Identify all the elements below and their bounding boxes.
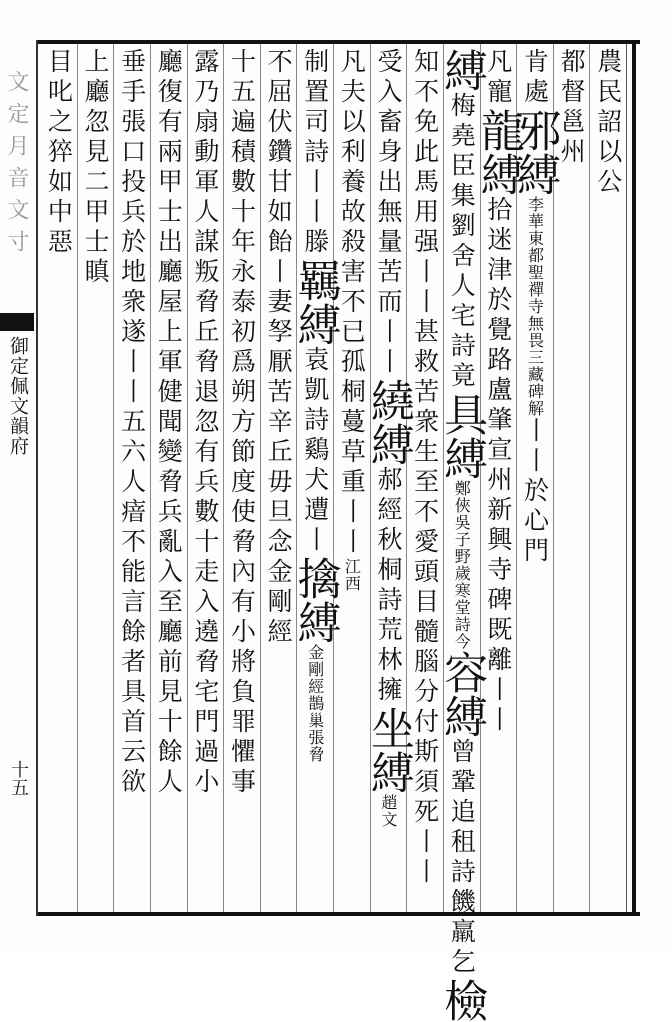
frame-bottom-border — [36, 912, 640, 916]
frame-top-border — [36, 40, 640, 44]
text-segment: 曾鞏追租詩饑羸乞 — [447, 738, 477, 978]
text-segment: 目叱之猝如中惡 — [44, 48, 74, 258]
text-segment: 凡夫以利養故殺害不已 — [337, 48, 367, 348]
headword: 邪縛 — [509, 108, 561, 196]
text-column — [151, 48, 185, 908]
text-segment: 李華東都聖禪寺無畏三藏碑解 — [525, 196, 545, 417]
text-column — [289, 48, 341, 908]
text-segment: 江西 — [342, 558, 362, 592]
text-segment: 鄭俠吳子野歲寒堂詩今 — [452, 480, 472, 650]
text-segment: 袁凱詩鷄犬遭丨 — [300, 346, 330, 556]
text-column — [436, 48, 488, 1022]
text-column — [224, 48, 258, 908]
fish-tail-mark — [0, 313, 34, 331]
text-segment: 梅堯臣集劉舍人宅詩竟 — [447, 92, 477, 392]
headword: 羈縛 — [289, 258, 341, 346]
frame-right-border — [632, 40, 636, 916]
text-segment: 十五遍積數十年永泰初爲朔方節度使脅內有小將負罪懼事 — [227, 48, 257, 798]
text-segment: 丘毋旦念金剛經 — [264, 438, 294, 648]
text-segment: 農民詔以公 — [593, 48, 623, 198]
text-segment: 上廳忽見二甲士瞋 — [80, 48, 110, 288]
text-columns — [40, 48, 626, 1022]
text-segment: 垂手張口投兵於地衆遂丨丨五六人瘖不能言餘者具首云欲 — [117, 48, 147, 798]
text-segment: 丨丨於心門 — [520, 417, 550, 567]
headword: 檢 — [436, 978, 488, 1022]
text-column — [188, 48, 222, 908]
text-segment: 受入畜身出無量苦而丨丨 — [373, 48, 403, 378]
text-column — [41, 48, 75, 908]
text-segment: 趙文 — [378, 794, 398, 828]
text-segment: 金剛經鵲巢張脅 — [305, 644, 325, 763]
headword: 具縛 — [436, 392, 488, 480]
text-segment: 丨妻孥厭苦辛 — [264, 258, 294, 438]
text-column — [362, 48, 414, 908]
text-column — [78, 48, 112, 908]
frame-left-border — [36, 40, 38, 916]
headword: 擒縛 — [289, 556, 341, 644]
text-segment: 不屈伏鑽甘如飴 — [264, 48, 294, 258]
text-segment: 廳復有兩甲士出廳屋上軍健聞變脅兵亂入至廳前見十餘人 — [154, 48, 184, 798]
text-segment: 拾迷津於覺路盧肇宣州新興寺碑既離丨丨 — [483, 196, 513, 736]
text-segment: 分付斯須死丨丨 — [410, 678, 440, 888]
page-number: 十五 — [8, 760, 29, 796]
headword: 繞縛 — [362, 378, 414, 466]
margin-top-text: 文定月音文寸 — [4, 70, 29, 262]
text-segment: 凡寵 — [483, 48, 513, 108]
page-margin-strip — [0, 30, 34, 920]
headword: 縛 — [436, 48, 488, 92]
text-column — [334, 48, 368, 908]
headword: 容縛 — [436, 650, 488, 738]
text-segment: 制置司詩丨丨滕 — [300, 48, 330, 258]
text-column — [115, 48, 149, 908]
text-segment: 孤桐蔓草重丨丨 — [337, 348, 367, 558]
text-segment: 都督邕州 — [557, 48, 587, 168]
headword: 坐縛 — [362, 706, 414, 794]
frame-right-inner-line — [626, 44, 627, 912]
text-segment: 知不免此馬用强丨丨 — [410, 48, 440, 318]
text-segment: 甚救苦衆生至不愛頭目髓腦 — [410, 318, 440, 678]
book-title: 御定佩文韻府 — [7, 336, 29, 456]
headword: 龍縛 — [472, 108, 524, 196]
text-segment: 露乃扇動軍人謀叛脅丘脅退忽有兵數十走入遶脅宅門過小 — [190, 48, 220, 798]
text-column — [261, 48, 295, 908]
text-column — [591, 48, 625, 908]
text-segment: 肯處 — [520, 48, 550, 108]
text-segment: 郝經秋桐詩荒林擁 — [373, 466, 403, 706]
